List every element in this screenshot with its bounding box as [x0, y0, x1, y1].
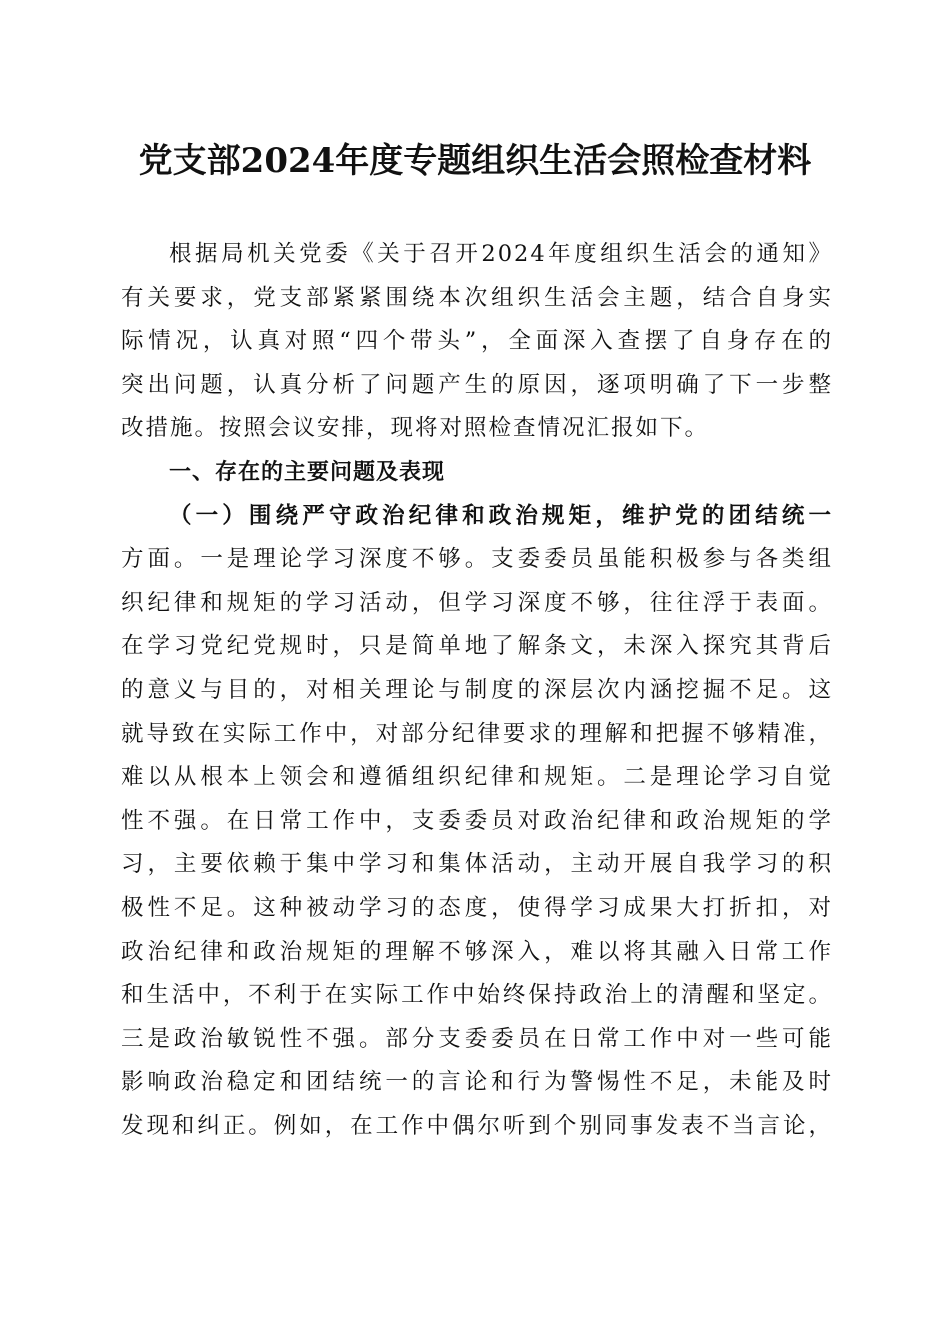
document-title: 党支部2024年度专题组织生活会照检查材料	[138, 141, 812, 181]
body-line: 习，主要依赖于集中学习和集体活动，主动开展自我学习的积	[121, 851, 833, 878]
body-line: 影响政治稳定和团结统一的言论和行为警惕性不足，未能及时	[121, 1069, 833, 1096]
intro-line: 改措施。按照会议安排，现将对照检查情况汇报如下。	[121, 415, 710, 442]
body-line: 方面。一是理论学习深度不够。支委委员虽能积极参与各类组	[121, 546, 833, 573]
body-line: 就导致在实际工作中，对部分纪律要求的理解和把握不够精准，	[121, 720, 833, 747]
body-line: 织纪律和规矩的学习活动，但学习深度不够，往往浮于表面。	[121, 589, 833, 616]
intro-line: 根据局机关党委《关于召开2024年度组织生活会的通知》	[169, 241, 833, 267]
body-line: 性不强。在日常工作中，支委委员对政治纪律和政治规矩的学	[121, 807, 833, 834]
body-line: 政治纪律和政治规矩的理解不够深入，难以将其融入日常工作	[121, 938, 833, 965]
body-line: 极性不足。这种被动学习的态度，使得学习成果大打折扣，对	[121, 894, 833, 921]
body-line: 发现和纠正。例如，在工作中偶尔听到个别同事发表不当言论，	[121, 1112, 833, 1139]
subsection-lead: （一）围绕严守政治纪律和政治规矩，维护党的团结统一	[169, 502, 833, 529]
intro-line: 突出问题，认真分析了问题产生的原因，逐项明确了下一步整	[121, 371, 833, 398]
intro-line: 际情况，认真对照“四个带头”，全面深入查摆了自身存在的	[121, 328, 833, 355]
body-line: 难以从根本上领会和遵循组织纪律和规矩。二是理论学习自觉	[121, 764, 833, 791]
intro-line: 有关要求，党支部紧紧围绕本次组织生活会主题，结合自身实	[121, 284, 833, 311]
section-heading: 一、存在的主要问题及表现	[169, 459, 446, 485]
document-body	[121, 233, 833, 1148]
body-line: 在学习党纪党规时，只是简单地了解条文，未深入探究其背后	[121, 633, 833, 660]
body-line: 和生活中，不利于在实际工作中始终保持政治上的清醒和坚定。	[121, 982, 833, 1009]
body-line: 的意义与目的，对相关理论与制度的深层次内涵挖掘不足。这	[121, 676, 833, 703]
body-line: 三是政治敏锐性不强。部分支委委员在日常工作中对一些可能	[121, 1025, 833, 1052]
